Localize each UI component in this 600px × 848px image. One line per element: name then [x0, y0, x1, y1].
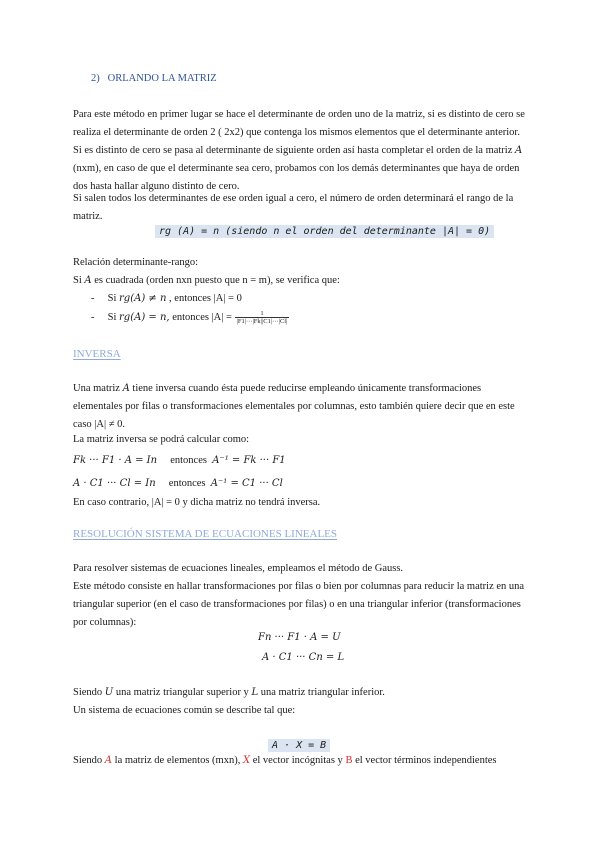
intro-paragraph-1: Para este método en primer lugar se hace el determinante de orden uno de la matriz, si es distinto de cero se realiza el determinante de orden 2 ( 2x2) que contenga los mismos elementos que el determinante anterior.: [73, 109, 525, 138]
bullet-dash: -: [91, 312, 95, 323]
intro-paragraph-2: [73, 142, 529, 196]
sistema-paragraph-4: Un sistema de ecuaciones común se describe tal que:: [73, 705, 296, 716]
text: Siendo: [73, 755, 105, 766]
text: , entonces |A| = 0: [169, 293, 242, 304]
equation-left: Fk ··· F1 · A = In: [73, 455, 158, 466]
inversa-paragraph-3: En caso contrario, |A| = 0 y dicha matriz no tendrá inversa.: [73, 497, 321, 508]
fraction-denominator: |F1|···|Fk||C1|···|Cl|: [236, 318, 288, 326]
gauss-equation-1: [258, 629, 341, 647]
sistema-paragraph-3: [73, 684, 385, 702]
rank-formula-text: rg (A) = n (siendo n el orden del determinante |A| = 0): [155, 225, 494, 238]
text: Si: [107, 293, 117, 304]
bullet-item-2: [91, 309, 289, 327]
inversa-paragraph-2: La matriz inversa se podrá calcular como:: [73, 434, 250, 445]
inverse-equation-2: [73, 475, 283, 493]
text: el vector incógnitas y: [250, 755, 346, 766]
vector-symbol: B: [345, 755, 353, 766]
system-formula: [268, 735, 330, 753]
matrix-symbol: A: [104, 755, 113, 766]
section-heading: [91, 70, 217, 88]
sistema-paragraph-5: [73, 752, 497, 770]
bullet-dash: -: [91, 293, 95, 304]
sistema-paragraph-1: Para resolver sistemas de ecuaciones lineales, empleamos el método de Gauss.: [73, 563, 404, 574]
inversa-paragraph-1: [73, 380, 529, 434]
text: entonces: [168, 478, 206, 489]
text: es cuadrada (orden nxn puesto que n = m), se verifica que:: [91, 275, 340, 286]
equation: Fn ··· F1 · A = U: [258, 632, 341, 643]
text: una matriz triangular superior y: [113, 687, 252, 698]
determinant-fraction: [235, 310, 290, 325]
relation-title: Relación determinante-rango:: [73, 257, 199, 268]
text: tiene inversa cuando ésta puede reducirse empleando únicamente transformaciones elementales por filas o transformaciones elementales por columnas, esto también quiere decir que en este caso |A| ≠ 0.: [73, 383, 515, 430]
rank-condition: rg(A) = n,: [119, 312, 170, 323]
fraction-numerator: 1: [235, 310, 290, 318]
heading-number: 2): [91, 73, 100, 84]
rank-condition: rg(A) ≠ n: [119, 293, 167, 304]
intro-paragraph-3: Si salen todos los determinantes de ese orden igual a cero, el número de orden determinará el rango de la matriz.: [73, 193, 514, 222]
matrix-symbol: A: [84, 275, 92, 286]
system-formula-text: A · X = B: [268, 739, 330, 752]
rank-formula: [155, 221, 494, 239]
matrix-symbol: A: [122, 383, 130, 394]
matrix-symbol: U: [104, 687, 114, 698]
equation-left: A · C1 ··· Cl = In: [73, 478, 156, 489]
text: Una matriz: [73, 383, 123, 394]
text: Si es distinto de cero se pasa al determinante de siguiente orden así hasta completar el orden de la matriz: [73, 145, 516, 156]
text: (nxm), en caso de que el determinante sea cero, probamos con los demás determinantes que haya de orden dos hasta hallar alguno distinto de cero.: [73, 163, 520, 192]
text: la matriz de elementos (mxn),: [112, 755, 243, 766]
text: una matriz triangular inferior.: [258, 687, 385, 698]
text: entonces: [170, 455, 207, 466]
matrix-symbol: L: [251, 687, 259, 698]
matrix-symbol: A: [515, 145, 523, 156]
text: el vector términos independientes: [352, 755, 497, 766]
inversa-heading: INVERSA: [73, 348, 121, 360]
text: entonces |A| =: [172, 312, 232, 323]
inverse-equation-1: [73, 452, 286, 470]
text: Si: [107, 312, 117, 323]
text: Siendo: [73, 687, 105, 698]
text: Si: [73, 275, 85, 286]
equation-right: A⁻¹ = Fk ··· F1: [212, 455, 286, 466]
equation-right: A⁻¹ = C1 ··· Cl: [210, 478, 283, 489]
sistema-paragraph-2: Este método consiste en hallar transformaciones por filas o bien por columnas para reducir la matriz en una triangular superior (en el caso de transformaciones por filas) o en una triangular inferior (transformaciones por columnas):: [73, 581, 525, 628]
gauss-equation-2: [262, 649, 344, 667]
bullet-item-1: [91, 290, 242, 308]
heading-title: ORLANDO LA MATRIZ: [107, 73, 217, 84]
relation-line: [73, 272, 340, 290]
equation: A · C1 ··· Cn = L: [262, 652, 345, 663]
sistema-heading: RESOLUCIÓN SISTEMA DE ECUACIONES LINEALES: [73, 528, 337, 540]
vector-symbol: X: [242, 755, 251, 766]
